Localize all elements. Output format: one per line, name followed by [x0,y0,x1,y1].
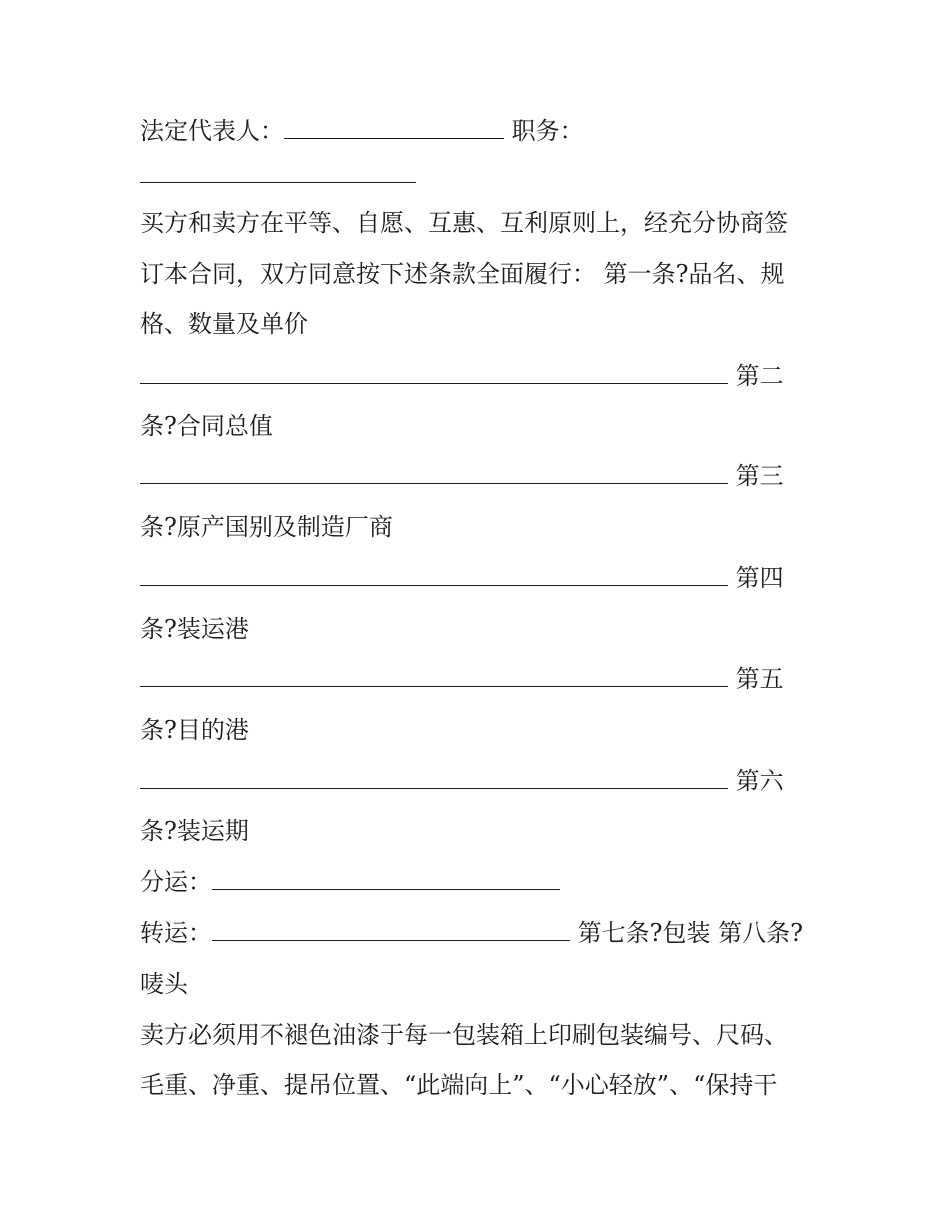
article-6-head-line [140,766,784,796]
articles-7-8: 第七条?包装 第八条? [577,919,804,947]
preamble-line-2: 订本合同，双方同意按下述条款全面履行： 第一条?品名、规 [140,260,785,288]
article-2-head: 第二 [735,362,784,390]
preamble-line-3: 格、数量及单价 [140,310,308,338]
legal-rep-line [140,116,584,146]
position-blank-line [140,160,416,190]
marking-line-1: 卖方必须用不褪色油漆于每一包装箱上印刷包装编号、尺码、 [140,1021,788,1049]
article-2-tail: 条?合同总值 [140,412,273,440]
position-blank[interactable] [140,160,416,183]
legal-rep-blank[interactable] [284,116,504,139]
article-2-head-line [140,361,784,391]
article-3-blank[interactable] [140,563,728,586]
article-8-tail: 唛头 [140,970,188,998]
article-5-head-line [140,664,784,694]
legal-rep-label: 法定代表人： [140,117,284,145]
preamble-line-1: 买方和卖方在平等、自愿、互惠、互利原则上，经充分协商签 [140,209,788,237]
article-6-tail: 条?装运期 [140,817,249,845]
partial-shipment-blank[interactable] [212,867,560,890]
article-3-head: 第三 [735,462,784,490]
marking-line-2: 毛重、净重、提吊位置、“此端向上”、“小心轻放”、“保持干 [140,1071,778,1099]
article-2-blank[interactable] [140,461,728,484]
article-3-head-line [140,461,784,491]
article-4-head: 第四 [735,564,784,592]
transshipment-label: 转运： [140,919,212,947]
article-4-blank[interactable] [140,664,728,687]
partial-shipment-line [140,867,560,897]
partial-shipment-label: 分运： [140,868,212,896]
position-label: 职务： [511,117,584,145]
article-5-tail: 条?目的港 [140,716,249,744]
article-3-tail: 条?原产国别及制造厂商 [140,513,393,541]
article-5-head: 第五 [735,665,784,693]
article-6-head: 第六 [735,767,784,795]
article-5-blank[interactable] [140,766,728,789]
article-4-head-line [140,563,784,593]
article-1-blank[interactable] [140,361,728,384]
transshipment-blank[interactable] [212,918,570,941]
article-4-tail: 条?装运港 [140,615,249,643]
transshipment-line [140,918,803,948]
